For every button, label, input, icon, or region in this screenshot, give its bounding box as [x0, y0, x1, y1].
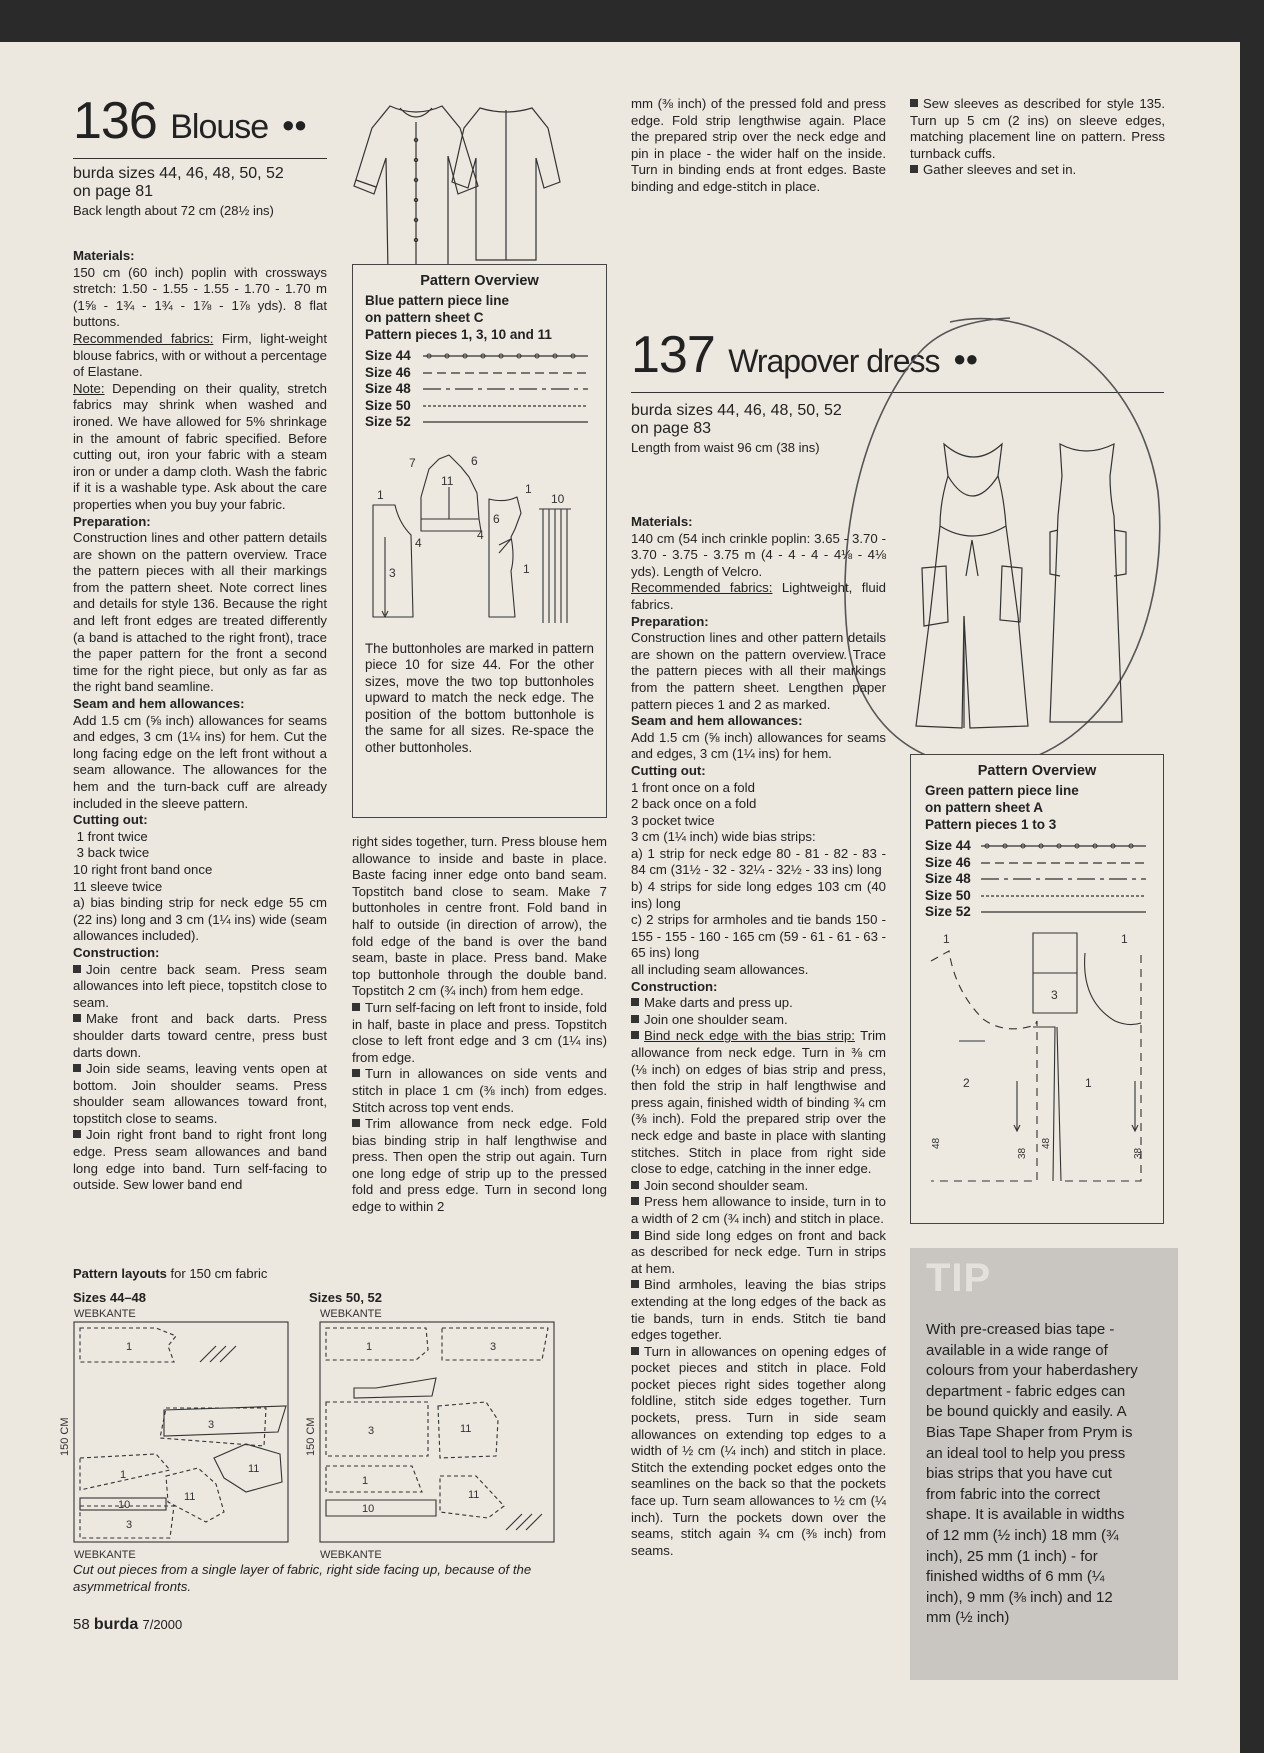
bullet-square-icon	[73, 1014, 81, 1022]
paragraph	[352, 834, 607, 1000]
magazine-page	[0, 42, 1240, 1753]
bullet-square-icon	[631, 1031, 639, 1039]
paragraph-text: Turn in allowances on opening edges of pocket pieces and stitch in place. Fold pocket pieces right sides together along foldline, stitch side edges together. Turn pockets, press. Turn in side seam allowances on extending top edges to a width of ½ cm (¼ inch) and stitch in place. Stitch the extending pocket edges onto the seamlines on the back so that the pockets face up. Turn seam allowances to ½ cm (¼ inch). Turn the pockets down over the seams, stitch again ¾ cm (⅜ inch) from seams.	[631, 1343, 886, 1558]
blouse-continuation-2	[910, 96, 1165, 179]
bullet-square-icon	[631, 1015, 639, 1023]
tip-panel	[910, 1248, 1178, 1680]
layout-piece-label: 1	[120, 1469, 127, 1481]
blouse-overview-title: Pattern Overview	[420, 273, 539, 289]
instruction-step	[631, 1194, 886, 1227]
dress-overview-title: Pattern Overview	[977, 763, 1097, 779]
layouts-subtitle: for 150 cm fabric	[170, 1266, 268, 1281]
layout-piece-label: 3	[126, 1519, 133, 1531]
blouse-text-column-2	[352, 834, 607, 1216]
blouse-overview-line2: on pattern sheet C	[365, 310, 484, 325]
brand-name: burda	[93, 1616, 139, 1633]
piece-label: 2	[963, 1075, 970, 1090]
paragraph	[73, 381, 327, 514]
instruction-step	[352, 1116, 607, 1216]
piece-label: 38	[1017, 1147, 1028, 1159]
fabric-width-label: 150 CM	[59, 1417, 71, 1456]
instruction-step	[631, 1028, 886, 1177]
dress-overview-line1: Green pattern piece line	[925, 783, 1079, 798]
piece-label: 1	[523, 561, 530, 576]
paragraph	[73, 530, 327, 696]
blouse-size-legend	[365, 348, 606, 431]
paragraph	[73, 895, 327, 945]
paragraph	[631, 912, 886, 962]
paragraph-text: Firm, light-weight blouse fabrics, with or without a percentage of Elastane.	[73, 330, 327, 380]
blouse-title: Blouse	[170, 108, 269, 146]
lead-label: Recommended fabrics:	[73, 330, 214, 346]
bullet-square-icon	[910, 99, 918, 107]
paragraph	[631, 630, 886, 713]
dress-sizes: burda sizes 44, 46, 48, 50, 52	[631, 402, 842, 419]
blouse-pattern-overview	[352, 264, 607, 818]
bullet-square-icon	[631, 1347, 639, 1355]
dress-overview-line3: Pattern pieces 1 to 3	[925, 817, 1057, 832]
list-item: 10 right front band once	[73, 861, 213, 877]
lead-label: Recommended fabrics:	[631, 580, 773, 596]
paragraph-text: 140 cm (54 inch crinkle poplin: 3.65 - 3.70 - 3.70 - 3.75 - 3.75 m (4 - 4 - 4 - 4⅛ - 4⅛ yds). Length of Velcro.	[631, 530, 886, 579]
piece-label: 1	[525, 481, 532, 496]
paragraph-text: Join centre back seam. Press seam allowances into left piece, topstitch close to seam.	[73, 961, 327, 1010]
bullet-square-icon	[631, 1197, 639, 1205]
paragraph	[631, 879, 886, 912]
blouse-sizes: burda sizes 44, 46, 48, 50, 52	[73, 165, 284, 182]
paragraph-text: Join one shoulder seam.	[644, 1011, 788, 1027]
list-item: all including seam allowances.	[631, 962, 809, 978]
piece-label: 48	[1041, 1137, 1052, 1149]
layouts-title: Pattern layouts	[73, 1266, 167, 1281]
dress-overview-line2: on pattern sheet A	[925, 800, 1044, 815]
section-heading: Construction:	[73, 944, 160, 960]
paragraph	[73, 265, 327, 331]
paragraph-text: 150 cm (60 inch) poplin with crossways stretch: 1.50 - 1.55 - 1.55 - 1.70 - 1.70 m (1⅝ - 1¾ - 1¾ - 1⅞ - 1⅞ yds). 8 flat buttons.	[73, 264, 327, 330]
dress-page-ref: on page 83	[631, 420, 712, 437]
section-heading: Cutting out:	[73, 812, 148, 828]
bullet-square-icon	[631, 998, 639, 1006]
paragraph-text: Press hem allowance to inside, turn in to a width of 2 cm (¾ inch) and stitch in place.	[631, 1194, 886, 1226]
paragraph-text: Add 1.5 cm (⅝ inch) allowances for seams and edges, 3 cm (1¼ ins) for hem. Cut the long facing edge on the left front without a seam allowance. The allowances for the hem and the turn-back cuff are already included in the sleeve pattern.	[73, 712, 327, 811]
piece-label: 1	[1085, 1075, 1092, 1090]
pattern-layouts	[73, 1266, 613, 1305]
blouse-number: 136	[73, 92, 157, 150]
piece-label: 6	[471, 453, 478, 468]
section-heading: Construction:	[631, 978, 718, 994]
blouse-overview-line1: Blue pattern piece line	[365, 293, 510, 308]
fabric-width-label: 150 CM	[305, 1417, 317, 1456]
piece-label: 7	[409, 455, 416, 470]
selvage-label: WEBKANTE	[74, 1549, 136, 1561]
piece-label: 6	[493, 511, 500, 526]
paragraph-text: a) bias binding strip for neck edge 55 cm (22 ins) long and 3 cm (1¼ ins) wide (seam allowances included).	[73, 895, 327, 944]
layout-piece-label: 1	[126, 1341, 133, 1353]
dress-difficulty: ●●	[952, 346, 978, 371]
list-item: 2 back once on a fold	[631, 796, 757, 812]
layout-diagrams	[56, 1306, 556, 1568]
piece-label: 3	[389, 565, 396, 580]
blouse-illustration	[352, 96, 584, 288]
bullet-square-icon	[352, 1069, 360, 1077]
size-label: Size 46	[365, 364, 411, 380]
paragraph-text: Trim allowance from neck edge. Fold bias binding strip in half lengthwise and press. Then open the strip out again. Turn one long edge of strip up to the pressed fold and press edge. Turn in second long edge to within 2	[352, 1116, 607, 1215]
blouse-overview-note: The buttonholes are marked in pattern piece 10 for size 44. For the other sizes, move the two top buttonholes upward to match the neck edge. The position of the bottom buttonhole is the same for all sizes. Re-space the other buttonholes.	[365, 640, 594, 756]
layout-piece-label: 11	[468, 1489, 480, 1501]
size-label: Size 52	[365, 414, 411, 429]
page-footer	[73, 1616, 182, 1634]
paragraph-text: Turn in allowances on side vents and stitch in place 1 cm (⅜ inch) from edges. Stitch across top vent ends.	[352, 1066, 607, 1115]
bullet-square-icon	[631, 1231, 639, 1239]
piece-label: 1	[1121, 931, 1128, 946]
instruction-step	[73, 962, 327, 1012]
layout-piece-label: 11	[184, 1491, 196, 1503]
instruction-step	[631, 995, 886, 1012]
piece-label: 1	[943, 931, 950, 946]
size-label: Size 46	[925, 854, 971, 870]
paragraph-text: Construction lines and other pattern details are shown on the pattern overview. Trace the pattern pieces with all their markings from the pattern sheet. Note correct lines and details for style 136. Because the right and left front edges are treated differently (a band is attached to the right front), trace the paper pattern for the front a second time for the right piece, but only as far as the right band seamline.	[73, 530, 327, 695]
paragraph-text: right sides together, turn. Press blouse hem allowance to inside and baste in place. Baste facing inner edge onto band seam. Topstitch band close to seam. Make 7 buttonholes in centre front. Fold band in half to outside (in direction of arrow), the fold edge of the band is over the band seam, baste in place. Press band. Make top buttonhole through the double band. Topstitch 2 cm (¾ inch) from hem edge.	[352, 834, 607, 999]
paragraph-text: Add 1.5 cm (⅝ inch) allowances for seams and edges, 3 cm (1¼ ins) for hem.	[631, 729, 886, 762]
layout-piece-label: 3	[490, 1341, 497, 1353]
dress-size-legend	[925, 838, 1163, 921]
size-label: Size 48	[365, 381, 411, 396]
layout-right-label: Sizes 50, 52	[309, 1290, 382, 1305]
layout-piece-label: 3	[368, 1425, 375, 1437]
paragraph-text: Lightweight, fluid fabrics.	[631, 580, 886, 612]
piece-label: 10	[551, 491, 565, 506]
list-item: 3 cm (1¼ inch) wide bias strips:	[631, 829, 816, 845]
paragraph	[73, 331, 327, 381]
paragraph-text: Make darts and press up.	[644, 995, 793, 1011]
instruction-step	[352, 1066, 607, 1116]
paragraph	[631, 580, 886, 613]
instruction-step	[631, 1228, 886, 1278]
paragraph-text: Turn self-facing on left front to inside, fold in half, baste in place and press. Topstitch close to left front edge and 3 cm (1¼ ins) from edge.	[352, 999, 607, 1065]
layout-piece-label: 10	[362, 1503, 375, 1515]
bullet-square-icon	[73, 965, 81, 973]
instruction-step	[910, 96, 1165, 162]
blouse-text-column-1	[73, 248, 327, 1194]
paragraph-text: Trim allowance from neck edge. Turn in ⅜ cm (⅛ inch) on edges of bias strip and press, then fold the strip in half lengthwise and press again, finished width of binding ¾ cm (⅜ inch). Fold the prepared strip over the neck edge and baste in place with slanting stitches. Stitch in place from right side close to edge, catching in the inner edge.	[631, 1028, 886, 1177]
size-label: Size 50	[365, 397, 411, 413]
instruction-step	[631, 1178, 886, 1195]
blouse-back-length: Back length about 72 cm (28½ ins)	[73, 203, 274, 218]
bullet-square-icon	[73, 1130, 81, 1138]
layout-piece-label: 1	[362, 1475, 369, 1487]
paragraph-text: c) 2 strips for armholes and tie bands 150 - 155 - 155 - 160 - 165 cm (59 - 61 - 61 - 63 - 65 ins) long	[631, 912, 886, 961]
section-heading: Materials:	[73, 248, 135, 263]
piece-label: 4	[415, 535, 422, 550]
instruction-step	[73, 1011, 327, 1061]
paragraph	[73, 713, 327, 813]
paragraph	[631, 730, 886, 763]
paragraph	[631, 531, 886, 581]
layout-piece-label: 11	[460, 1423, 472, 1435]
instruction-step	[631, 1012, 886, 1029]
size-label: Size 44	[925, 838, 971, 853]
tip-text: With pre-creased bias tape - available in a wide range of colours from your haberdashery department - fabric edges can be bound quickly and easily. A Bias Tape Shaper from Prym is an ideal tool to help you press bias strips that you have cut from fabric into the correct shape. It is available in widths of 12 mm (½ inch) 18 mm (¾ inch), 25 mm (1 inch) - for finished widths of 6 mm (¼ inch), 9 mm (⅜ inch) and 12 mm (½ inch)	[926, 1321, 1138, 1627]
paragraph-text: Construction lines and other pattern details are shown on the pattern overview. Trace the pattern pieces with all their markings from the pattern sheet. Lengthen paper pattern pieces 1 and 2 as marked.	[631, 630, 886, 712]
layout-piece-label: 3	[208, 1419, 215, 1431]
tip-label: TIP	[926, 1256, 992, 1300]
bullet-square-icon	[352, 1119, 360, 1127]
dress-pattern-diagram	[925, 931, 1151, 1201]
blouse-page-ref: on page 81	[73, 183, 154, 200]
paragraph-text: Join side seams, leaving vents open at bottom. Join shoulder seams. Press shoulder seam allowances toward front, topstitch close to seams.	[73, 1061, 327, 1126]
bullet-square-icon	[910, 165, 918, 173]
paragraph-text: Join right front band to right front long edge. Press seam allowances and band long edge into band. Turn self-facing to outside. Sew lower band end	[73, 1127, 327, 1193]
layout-piece-label: 10	[118, 1499, 131, 1511]
blouse-overview-line3: Pattern pieces 1, 3, 10 and 11	[365, 327, 552, 342]
size-label: Size 50	[925, 887, 971, 903]
bullet-square-icon	[631, 1280, 639, 1288]
paragraph-text: a) 1 strip for neck edge 80 - 81 - 82 - 83 - 84 cm (31½ - 32 - 32¼ - 32½ - 33 ins) long	[631, 845, 886, 878]
paragraph-text: Bind side long edges on front and back as described for neck edge. Turn in strips at hem.	[631, 1227, 886, 1276]
selvage-label: WEBKANTE	[320, 1308, 382, 1320]
section-heading: Preparation:	[73, 513, 151, 529]
section-heading: Seam and hem allowances:	[631, 713, 803, 729]
piece-label: 1	[377, 487, 384, 502]
paragraph-text: Bind armholes, leaving the bias strips extending at the long edges of the back as tie bands, turn in ends. Stitch tie band edges together.	[631, 1277, 886, 1343]
piece-label: 3	[1051, 987, 1058, 1002]
list-item: 3 back twice	[73, 845, 150, 861]
list-item: 1 front twice	[73, 828, 148, 844]
list-item: 11 sleeve twice	[73, 878, 163, 894]
instruction-step	[631, 1277, 886, 1343]
selvage-label: WEBKANTE	[320, 1549, 382, 1561]
page-number: 58	[73, 1616, 90, 1633]
instruction-step	[73, 1061, 327, 1127]
layouts-caption: Cut out pieces from a single layer of fabric, right side facing up, because of the asymmetrical fronts.	[73, 1562, 532, 1594]
dress-title: Wrapover dress	[728, 343, 940, 379]
paragraph-text: Sew sleeves as described for style 135. Turn up 5 cm (2 ins) on sleeve edges, matching placement line on pattern. Press turnback cuffs.	[910, 96, 1165, 161]
paragraph	[631, 846, 886, 879]
paragraph-text: Make front and back darts. Press shoulder darts toward centre, press bust darts down.	[73, 1011, 327, 1060]
paragraph-text: Gather sleeves and set in.	[923, 162, 1077, 178]
dress-pattern-overview	[910, 754, 1164, 1224]
piece-label: 4	[477, 527, 484, 542]
blouse-difficulty: ●●	[281, 112, 307, 137]
size-label: Size 48	[925, 871, 971, 886]
instruction-step	[352, 1000, 607, 1066]
layout-piece-label: 11	[248, 1463, 260, 1475]
layout-left-label: Sizes 44–48	[73, 1290, 147, 1305]
instruction-step	[73, 1127, 327, 1193]
size-label: Size 44	[365, 348, 411, 363]
section-heading: Preparation:	[631, 613, 709, 629]
lead-label: Bind neck edge with the bias strip:	[644, 1028, 855, 1044]
selvage-label: WEBKANTE	[74, 1308, 136, 1320]
dress-number: 137	[631, 326, 715, 384]
paragraph-text: Depending on their quality, stretch fabrics may shrink when washed and ironed. We have allowed for 5% shrinkage in the amount of fabric specified. Before cutting out, iron your fabric with a steam iron or under a damp cloth. Wash the fabric if it is a washable type. Ask about the care properties when you buy your fabric.	[73, 380, 327, 512]
bullet-square-icon	[352, 1003, 360, 1011]
lead-label: Note:	[73, 380, 105, 396]
blouse-continuation: mm (⅜ inch) of the pressed fold and press edge. Fold strip lengthwise again. Place the prepared strip over the neck edge and pin in place - the wider half on the inside. Turn in binding ends at front edges. Baste binding and edge-stitch in place.	[631, 96, 886, 194]
instruction-step	[631, 1344, 886, 1560]
blouse-pattern-diagram	[365, 447, 593, 627]
dress-illustration	[910, 436, 1150, 736]
dress-text-column	[631, 514, 886, 1559]
section-heading: Cutting out:	[631, 762, 706, 778]
list-item: 3 pocket twice	[631, 812, 715, 828]
piece-label: 48	[931, 1137, 942, 1149]
bullet-square-icon	[73, 1064, 81, 1072]
dress-length: Length from waist 96 cm (38 ins)	[631, 440, 820, 455]
piece-label: 11	[441, 473, 454, 488]
section-heading: Seam and hem allowances:	[73, 696, 245, 712]
section-heading: Materials:	[631, 514, 693, 529]
bullet-square-icon	[631, 1181, 639, 1189]
instruction-step	[910, 162, 1165, 179]
paragraph-text: b) 4 strips for side long edges 103 cm (40 ins) long	[631, 879, 886, 911]
issue-date: 7/2000	[142, 1617, 183, 1632]
list-item: 1 front once on a fold	[631, 779, 755, 795]
paragraph-text: Join second shoulder seam.	[644, 1177, 809, 1193]
size-label: Size 52	[925, 904, 971, 919]
blouse-header	[73, 92, 327, 219]
layout-piece-label: 1	[366, 1341, 373, 1353]
piece-label: 38	[1133, 1147, 1144, 1159]
